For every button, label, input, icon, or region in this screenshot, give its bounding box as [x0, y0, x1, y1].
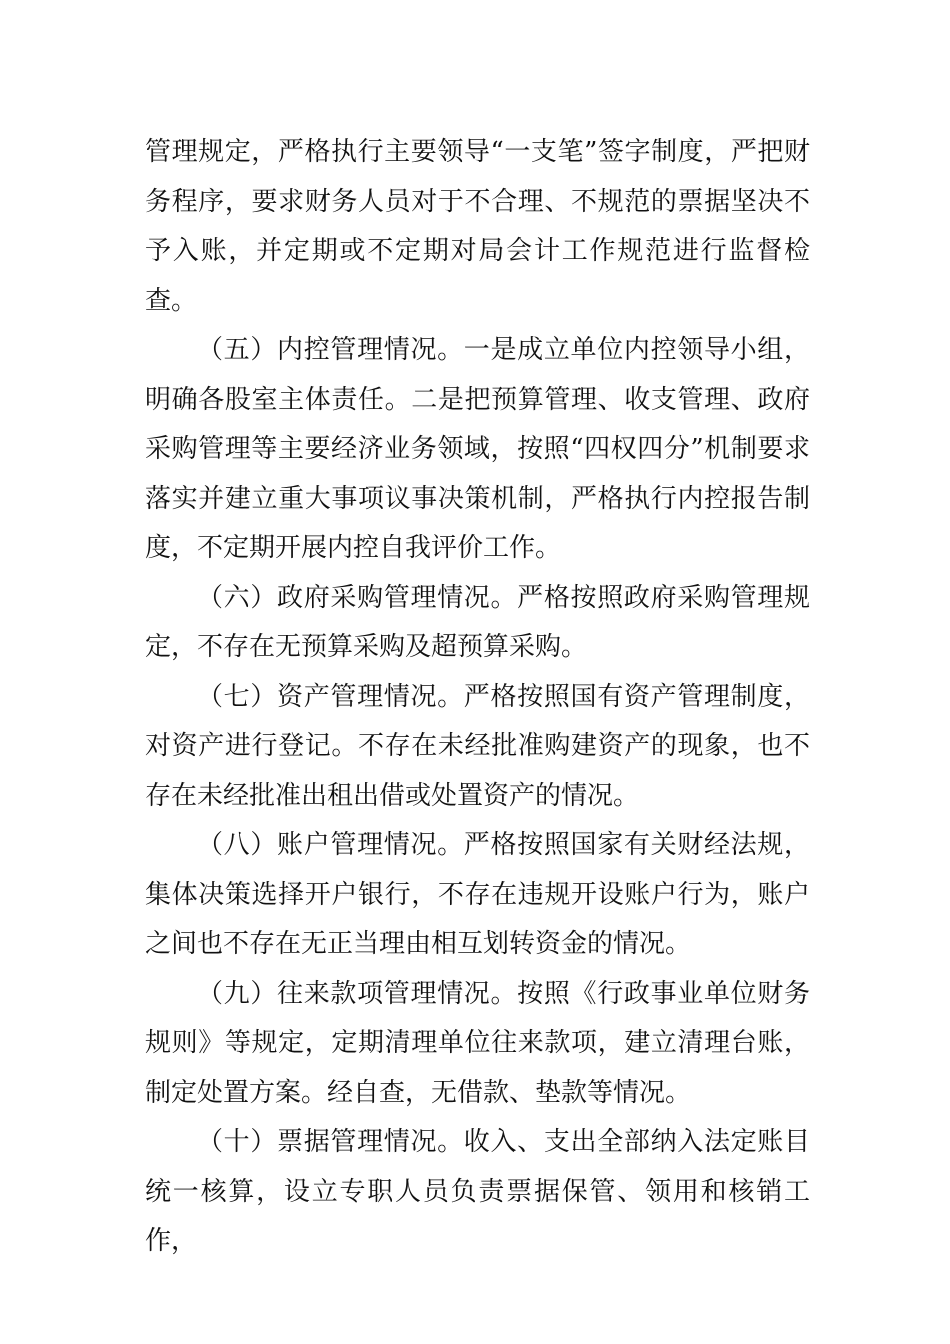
paragraph-internal-control: （五）内控管理情况。一是成立单位内控领导小组，明确各股室主体责任。二是把预算管理、收支管理、政府采购管理等主要经济业务领域，按照“四权四分”机制要求落实并建立重大事项议事决策机制，严格执行内控报告制度，不定期开展内控自我评价工作。: [145, 335, 810, 563]
paragraph-continuation: 管理规定，严格执行主要领导“一支笔”签字制度，严把财务程序，要求财务人员对于不合理、不规范的票据坚决不予入账，并定期或不定期对局会计工作规范进行监督检查。: [145, 137, 810, 316]
paragraph-asset-management: （七）资产管理情况。严格按照国有资产管理制度，对资产进行登记。不存在未经批准购建资产的现象，也不存在未经批准出租出借或处置资产的情况。: [145, 681, 810, 811]
paragraph-account-management: （八）账户管理情况。严格按照国家有关财经法规，集体决策选择开户银行，不存在违规开设账户行为，账户之间也不存在无正当理由相互划转资金的情况。: [145, 830, 810, 959]
paragraph-government-procurement: （六）政府采购管理情况。严格按照政府采购管理规定，不存在无预算采购及超预算采购。: [145, 582, 810, 662]
paragraph-receipt-management: （十）票据管理情况。收入、支出全部纳入法定账目统一核算，设立专职人员负责票据保管、领用和核销工作，: [145, 1127, 810, 1256]
document-body: [145, 128, 810, 1267]
paragraph-receivables-payables: （九）往来款项管理情况。按照《行政事业单位财务规则》等规定，定期清理单位往来款项，建立清理台账，制定处置方案。经自查，无借款、垫款等情况。: [145, 978, 810, 1108]
